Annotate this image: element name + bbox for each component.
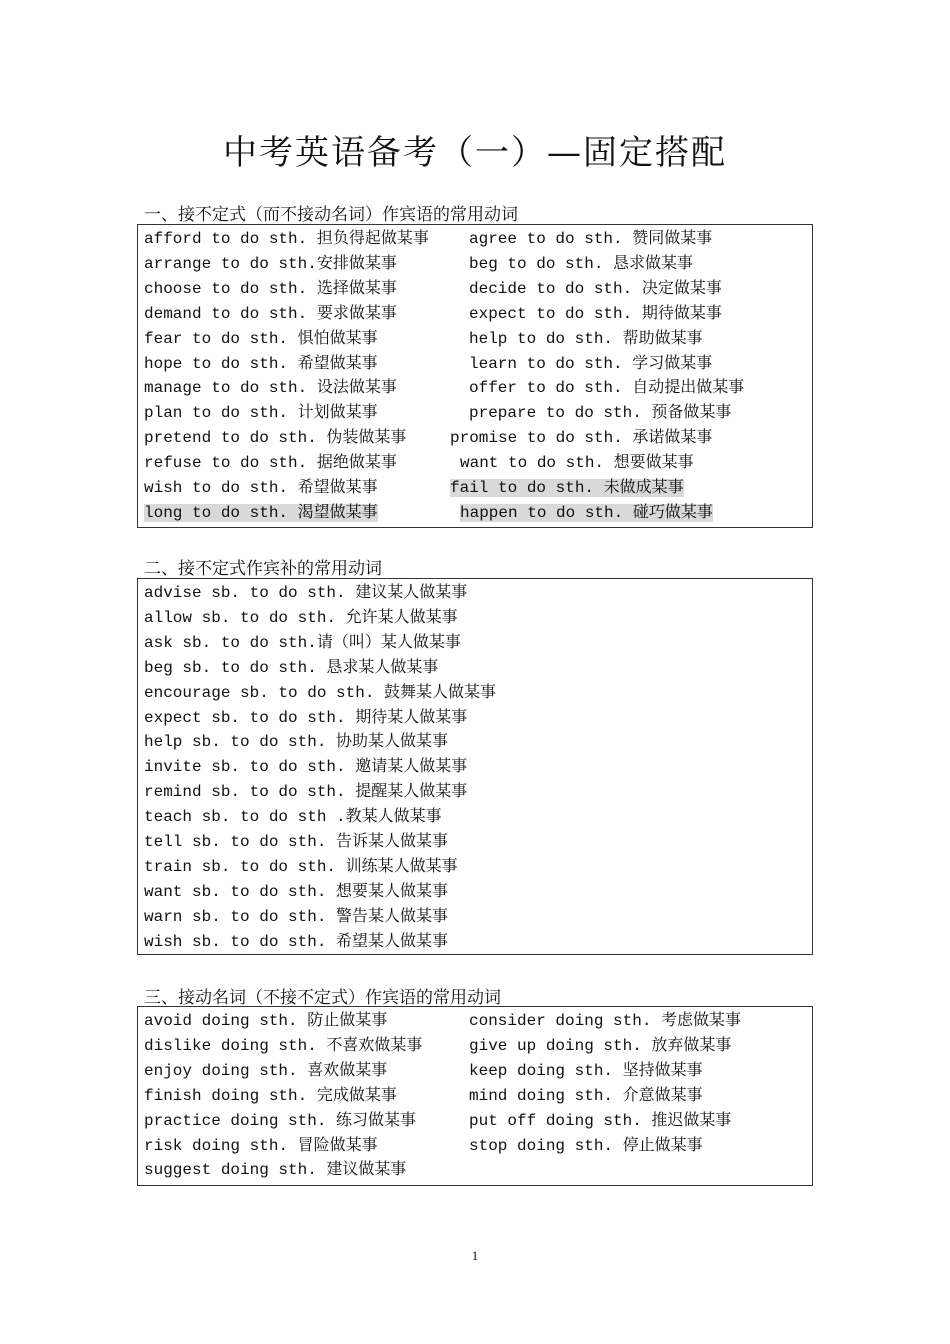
list-item-text: put off doing sth. 推迟做某事	[469, 1111, 732, 1130]
list-item	[144, 780, 467, 805]
list-item-text: happen to do sth. 碰巧做某事	[460, 503, 713, 522]
list-item	[144, 1059, 387, 1084]
list-item-text: hope to do sth. 希望做某事	[144, 354, 378, 373]
list-item	[469, 1134, 703, 1159]
list-item-text: dislike doing sth. 不喜欢做某事	[144, 1036, 423, 1055]
list-item-text: train sb. to do sth. 训练某人做某事	[144, 857, 458, 876]
list-item	[144, 1084, 397, 1109]
section1-heading: 一、接不定式（而不接动名词）作宾语的常用动词	[144, 205, 518, 225]
section2-heading: 二、接不定式作宾补的常用动词	[144, 559, 382, 579]
section3-heading: 三、接动名词（不接不定式）作宾语的常用动词	[144, 988, 501, 1008]
page-number: 1	[471, 1248, 479, 1263]
list-item	[144, 1034, 422, 1059]
list-item	[144, 352, 378, 377]
list-item	[144, 805, 442, 830]
list-item-text: long to do sth. 渴望做某事	[144, 503, 378, 522]
list-item	[144, 476, 378, 501]
list-item-text: choose to do sth. 选择做某事	[144, 279, 397, 298]
list-item-text: advise sb. to do sth. 建议某人做某事	[144, 584, 468, 602]
list-item	[469, 227, 712, 252]
list-item	[144, 327, 378, 352]
list-item	[469, 1084, 703, 1109]
section3-table	[137, 1006, 813, 1186]
list-item-text: teach sb. to do sth .教某人做某事	[144, 808, 442, 827]
list-item-text: suggest doing sth. 建议做某事	[144, 1161, 407, 1180]
list-item	[144, 227, 429, 252]
list-item-text: learn to do sth. 学习做某事	[469, 354, 713, 373]
list-item-text: enjoy doing sth. 喜欢做某事	[144, 1061, 388, 1080]
list-item-text: practice doing sth. 练习做某事	[144, 1111, 417, 1130]
list-item	[469, 376, 744, 401]
section1-table	[137, 224, 813, 528]
list-item	[469, 327, 703, 352]
list-item-text: pretend to do sth. 伪装做某事	[144, 429, 407, 448]
list-item-text: avoid doing sth. 防止做某事	[144, 1012, 388, 1030]
list-item-text: wish to do sth. 希望做某事	[144, 479, 378, 497]
list-item	[144, 426, 406, 451]
list-item	[144, 451, 397, 476]
list-item-text: stop doing sth. 停止做某事	[469, 1136, 703, 1155]
page-title: 中考英语备考（一）—固定搭配	[223, 133, 727, 173]
list-item	[144, 830, 448, 855]
list-item-text: tell sb. to do sth. 告诉某人做某事	[144, 833, 449, 851]
list-item-text: wish sb. to do sth. 希望某人做某事	[144, 932, 449, 951]
list-item	[144, 930, 448, 955]
list-item	[469, 401, 731, 426]
list-item-text: manage to do sth. 设法做某事	[144, 379, 397, 398]
list-item-text: offer to do sth. 自动提出做某事	[469, 379, 745, 398]
list-item-text: promise to do sth. 承诺做某事	[450, 429, 713, 448]
list-item	[144, 755, 467, 780]
list-item	[469, 1059, 703, 1084]
list-item	[144, 501, 378, 526]
list-item	[144, 656, 438, 681]
list-item	[144, 681, 496, 706]
list-item	[469, 352, 712, 377]
section2-table	[137, 578, 813, 955]
list-item	[144, 302, 397, 327]
list-item-text: mind doing sth. 介意做某事	[469, 1086, 703, 1105]
list-item	[144, 606, 458, 631]
list-item-text: afford to do sth. 担负得起做某事	[144, 230, 429, 248]
list-item	[469, 1034, 731, 1059]
list-item	[144, 581, 467, 606]
list-item	[144, 252, 397, 277]
list-item	[460, 501, 713, 526]
list-item-text: agree to do sth. 赞同做某事	[469, 230, 713, 248]
list-item-text: decide to do sth. 决定做某事	[469, 279, 722, 298]
list-item-text: encourage sb. to do sth. 鼓舞某人做某事	[144, 683, 497, 702]
list-item	[144, 1158, 406, 1183]
list-item	[469, 302, 722, 327]
list-item-text: expect to do sth. 期待做某事	[469, 304, 722, 323]
list-item-text: give up doing sth. 放弃做某事	[469, 1036, 732, 1055]
list-item-text: fail to do sth. 未做成某事	[450, 479, 684, 497]
list-item	[450, 426, 712, 451]
list-item	[144, 730, 448, 755]
list-item-text: warn sb. to do sth. 警告某人做某事	[144, 907, 449, 926]
list-item-text: expect sb. to do sth. 期待某人做某事	[144, 708, 468, 727]
list-item	[469, 252, 693, 277]
list-item-text: beg to do sth. 恳求做某事	[469, 254, 694, 273]
list-item	[144, 706, 467, 731]
list-item-text: plan to do sth. 计划做某事	[144, 404, 378, 423]
list-item	[144, 631, 461, 656]
list-item-text: help sb. to do sth. 协助某人做某事	[144, 733, 449, 752]
list-item-text: risk doing sth. 冒险做某事	[144, 1136, 378, 1155]
list-item	[469, 277, 722, 302]
list-item	[144, 855, 458, 880]
list-item-text: finish doing sth. 完成做某事	[144, 1086, 397, 1105]
list-item-text: want sb. to do sth. 想要某人做某事	[144, 882, 449, 901]
list-item-text: ask sb. to do sth.请（叫）某人做某事	[144, 633, 461, 652]
list-item-text: arrange to do sth.安排做某事	[144, 254, 397, 273]
list-item	[144, 277, 397, 302]
list-item-text: prepare to do sth. 预备做某事	[469, 404, 732, 423]
list-item	[144, 880, 448, 905]
list-item-text: want to do sth. 想要做某事	[460, 454, 694, 473]
list-item-text: fear to do sth. 惧怕做某事	[144, 329, 378, 348]
list-item	[450, 476, 684, 501]
list-item	[460, 451, 694, 476]
list-item-text: help to do sth. 帮助做某事	[469, 329, 703, 348]
list-item-text: remind sb. to do sth. 提醒某人做某事	[144, 783, 468, 802]
list-item-text: beg sb. to do sth. 恳求某人做某事	[144, 658, 439, 677]
list-item	[469, 1009, 741, 1034]
list-item	[144, 401, 378, 426]
list-item	[144, 1009, 387, 1034]
list-item-text: keep doing sth. 坚持做某事	[469, 1061, 703, 1080]
list-item-text: consider doing sth. 考虑做某事	[469, 1012, 742, 1030]
list-item-text: refuse to do sth. 据绝做某事	[144, 454, 397, 473]
list-item	[469, 1109, 731, 1134]
list-item	[144, 1134, 378, 1159]
list-item	[144, 376, 397, 401]
list-item-text: allow sb. to do sth. 允许某人做某事	[144, 608, 458, 627]
list-item	[144, 1109, 416, 1134]
list-item	[144, 905, 448, 930]
list-item-text: invite sb. to do sth. 邀请某人做某事	[144, 758, 468, 777]
list-item-text: demand to do sth. 要求做某事	[144, 304, 397, 323]
